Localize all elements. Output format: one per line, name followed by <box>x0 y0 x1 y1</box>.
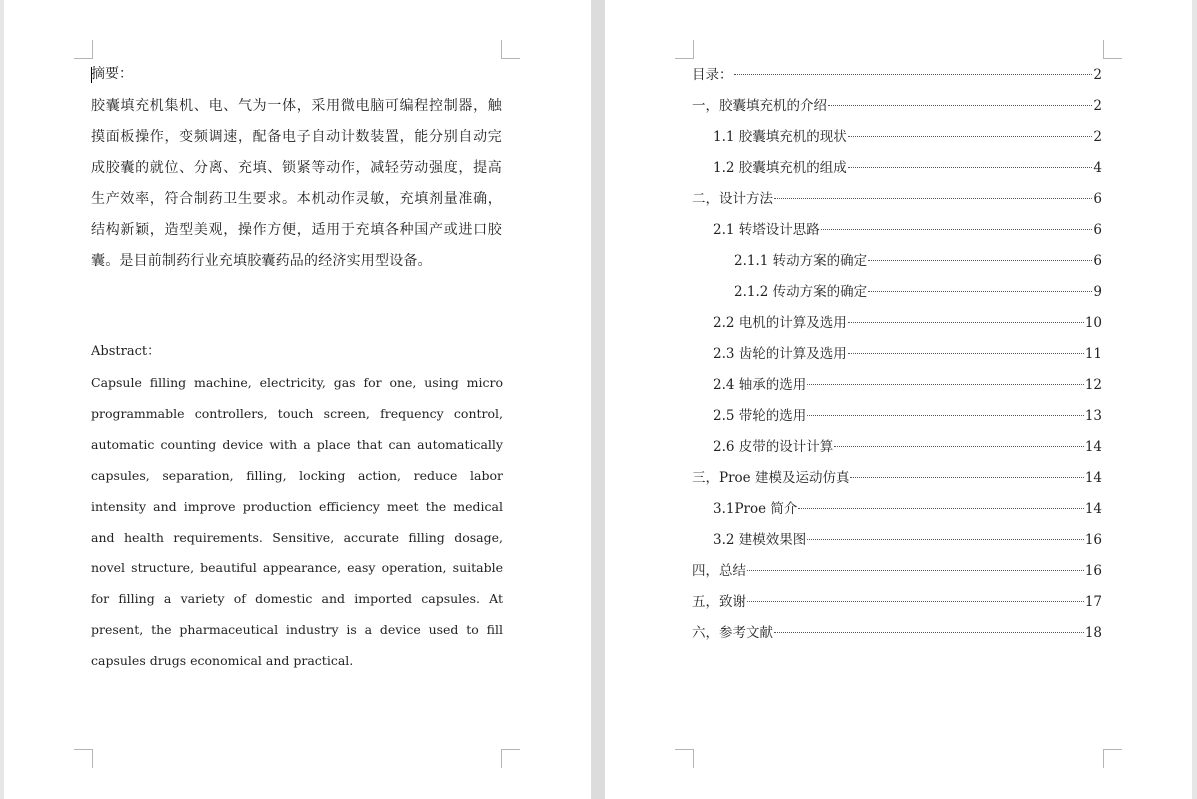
en-abstract-body: Capsule filling machine, electricity, gas for one, using micro programmable controllers, touch screen, frequency control, automatic counting device with a place that can automatically capsules, separation, filling, locking action, reduce labor intensity and improve production efficiency meet the medical and health requirements. Sensitive, accurate filling dosage, novel structure, beautiful appearance, easy operation, suitable for filling a variety of domestic and imported capsules. At present, the pharmaceutical industry is a device used to fill capsules drugs economical and practical. <box>91 375 503 669</box>
margin-corner-top-left <box>74 40 93 59</box>
toc-page-number: 13 <box>1084 408 1102 424</box>
toc-entry-title: 2.5 带轮的选用 <box>713 408 807 424</box>
toc-entry[interactable] <box>692 401 1102 432</box>
toc-entry-title: 3.1Proe 简介 <box>713 501 798 517</box>
toc-dot-leader <box>868 260 1092 261</box>
toc-page-number: 14 <box>1084 470 1102 486</box>
margin-corner-bottom-right <box>1103 749 1122 768</box>
toc-entry[interactable] <box>692 60 1102 91</box>
toc-dot-leader <box>807 539 1084 540</box>
toc-entry[interactable] <box>692 215 1102 246</box>
toc-entry[interactable] <box>692 339 1102 370</box>
toc-dot-leader <box>747 570 1084 571</box>
toc-dot-leader <box>848 353 1084 354</box>
toc-page-number: 17 <box>1084 594 1102 610</box>
toc-entry[interactable] <box>692 277 1102 308</box>
margin-corner-bottom-right <box>501 749 520 768</box>
toc-page-number: 10 <box>1084 315 1102 331</box>
toc-dot-leader <box>828 105 1092 106</box>
toc-page-number: 2 <box>1093 98 1102 114</box>
toc-dot-leader <box>868 291 1092 292</box>
toc-page-number: 9 <box>1093 284 1102 300</box>
toc-entry-title: 三，Proe 建模及运动仿真 <box>692 470 850 486</box>
toc-entry[interactable] <box>692 463 1102 494</box>
table-of-contents <box>692 60 1102 649</box>
window-right-gutter <box>1192 0 1197 799</box>
margin-corner-top-left <box>675 40 694 59</box>
document-page-left[interactable] <box>4 0 591 799</box>
margin-corner-bottom-left <box>675 749 694 768</box>
toc-dot-leader <box>834 446 1084 447</box>
toc-entry-title: 2.2 电机的计算及选用 <box>713 315 847 331</box>
page-gap <box>591 0 605 799</box>
toc-page-number: 6 <box>1093 222 1102 238</box>
toc-dot-leader <box>850 477 1083 478</box>
toc-dot-leader <box>798 508 1083 509</box>
toc-entry[interactable] <box>692 494 1102 525</box>
toc-entry[interactable] <box>692 122 1102 153</box>
toc-page-number: 12 <box>1084 377 1102 393</box>
cn-abstract-heading: 摘要： <box>91 66 133 82</box>
toc-page-number: 2 <box>1093 129 1102 145</box>
margin-corner-bottom-left <box>74 749 93 768</box>
toc-entry[interactable] <box>692 153 1102 184</box>
toc-dot-leader <box>734 74 1093 75</box>
toc-page-number: 16 <box>1084 563 1102 579</box>
toc-entry-title: 四，总结 <box>692 563 746 579</box>
toc-entry[interactable] <box>692 587 1102 618</box>
toc-entry[interactable] <box>692 91 1102 122</box>
toc-entry-title: 2.1.2 传动方案的确定 <box>734 284 868 300</box>
toc-entry[interactable] <box>692 246 1102 277</box>
toc-page-number: 4 <box>1093 160 1102 176</box>
toc-entry-title: 1.1 胶囊填充机的现状 <box>713 129 847 145</box>
cn-abstract-body: 胶囊填充机集机、电、气为一体，采用微电脑可编程控制器，触摸面板操作，变频调速，配备电子自动计数装置，能分别自动完成胶囊的就位、分离、充填、锁紧等动作，减轻劳动强度，提高生产效率，符合制药卫生要求。本机动作灵敏，充填剂量准确，结构新颖，造型美观，操作方便，适用于充填各种国产或进口胶囊。是目前制药行业充填胶囊药品的经济实用型设备。 <box>91 98 502 269</box>
toc-entry[interactable] <box>692 184 1102 215</box>
toc-entry-title: 六，参考文献 <box>692 625 773 641</box>
toc-entry-title: 二，设计方法 <box>692 191 773 207</box>
document-page-right[interactable] <box>605 0 1192 799</box>
toc-dot-leader <box>848 136 1093 137</box>
toc-dot-leader <box>807 384 1084 385</box>
toc-dot-leader <box>747 601 1084 602</box>
toc-dot-leader <box>821 229 1093 230</box>
toc-entry-title: 2.3 齿轮的计算及选用 <box>713 346 847 362</box>
toc-entry-title: 1.2 胶囊填充机的组成 <box>713 160 847 176</box>
toc-entry[interactable] <box>692 370 1102 401</box>
toc-page-number: 11 <box>1084 346 1102 362</box>
en-abstract-heading: Abstract： <box>91 344 161 359</box>
toc-entry[interactable] <box>692 432 1102 463</box>
toc-page-number: 18 <box>1084 625 1102 641</box>
toc-entry-title: 目录： <box>692 67 733 83</box>
toc-entry-title: 2.1.1 转动方案的确定 <box>734 253 868 269</box>
toc-entry-title: 2.1 转塔设计思路 <box>713 222 820 238</box>
toc-entry-title: 2.4 轴承的选用 <box>713 377 807 393</box>
toc-page-number: 14 <box>1084 439 1102 455</box>
toc-page-number: 6 <box>1093 191 1102 207</box>
margin-corner-top-right <box>501 40 520 59</box>
toc-page-number: 2 <box>1093 67 1102 83</box>
toc-dot-leader <box>848 322 1084 323</box>
toc-entry-title: 五，致谢 <box>692 594 746 610</box>
toc-page-number: 16 <box>1084 532 1102 548</box>
toc-entry-title: 3.2 建模效果图 <box>713 532 807 548</box>
toc-dot-leader <box>774 198 1092 199</box>
toc-entry-title: 一，胶囊填充机的介绍 <box>692 98 827 114</box>
toc-page-number: 6 <box>1093 253 1102 269</box>
toc-entry[interactable] <box>692 525 1102 556</box>
toc-entry[interactable] <box>692 618 1102 649</box>
margin-corner-top-right <box>1103 40 1122 59</box>
toc-page-number: 14 <box>1084 501 1102 517</box>
toc-dot-leader <box>774 632 1084 633</box>
toc-entry-title: 2.6 皮带的设计计算 <box>713 439 834 455</box>
toc-entry[interactable] <box>692 308 1102 339</box>
toc-dot-leader <box>848 167 1093 168</box>
toc-entry[interactable] <box>692 556 1102 587</box>
toc-dot-leader <box>807 415 1084 416</box>
